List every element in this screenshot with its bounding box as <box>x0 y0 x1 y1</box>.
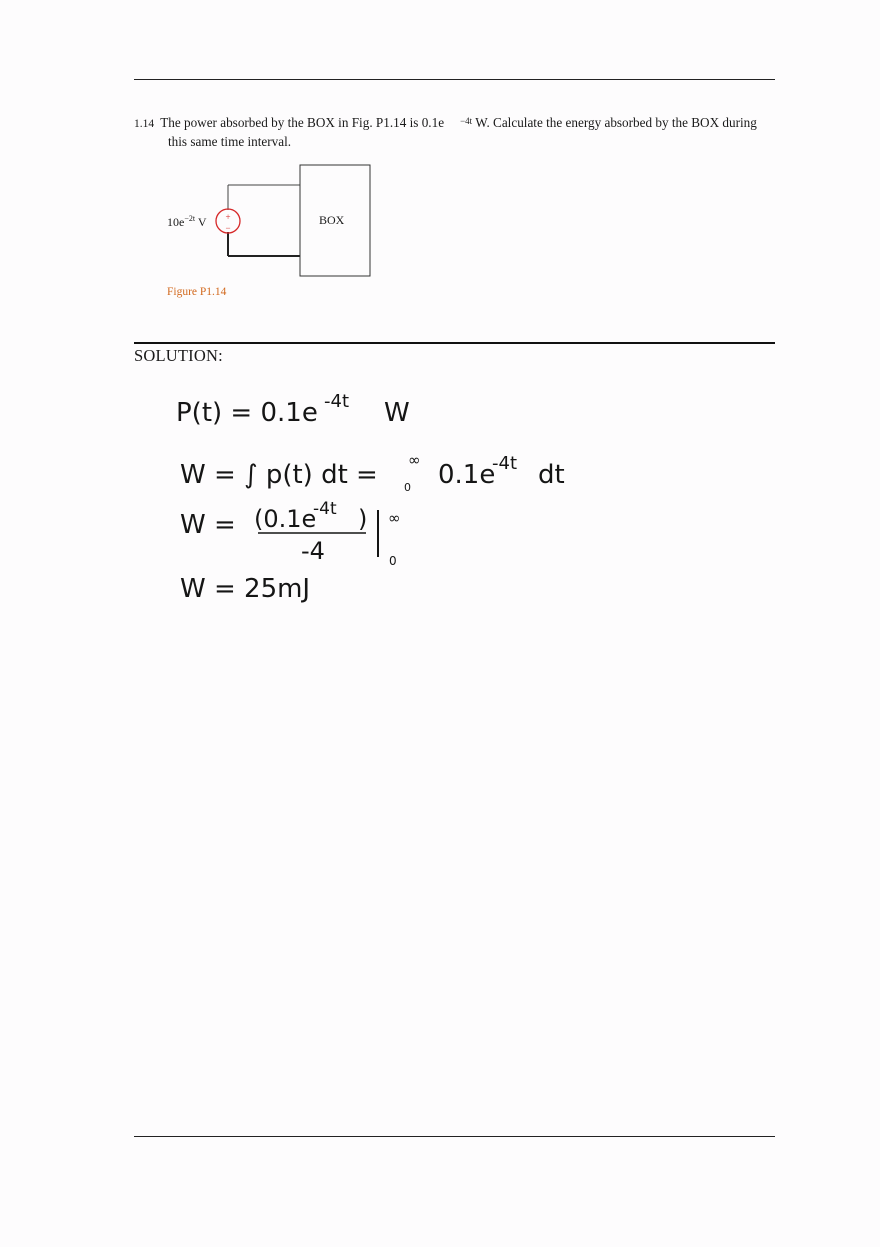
plus-sign: + <box>225 212 231 222</box>
line2-exponent: -4t <box>492 453 518 474</box>
line2-lower-limit: 0 <box>404 481 411 494</box>
figure-caption: Figure P1.14 <box>167 286 227 298</box>
top-rule <box>134 79 775 80</box>
bottom-rule <box>134 1136 775 1137</box>
line1-expression: P(t) = 0.1e <box>176 398 318 428</box>
source-label-unit: V <box>197 215 207 229</box>
line3-upper-limit: ∞ <box>388 509 401 527</box>
line3-w-equals: W = <box>180 510 236 540</box>
problem-text-part1: The power absorbed by the BOX in Fig. P1.14 is 0.1e <box>160 115 445 130</box>
source-label <box>167 215 207 230</box>
source-label-exponent: −2t <box>184 214 196 223</box>
line1-exponent: -4t <box>324 391 350 412</box>
source-label-base: 10e <box>167 215 185 229</box>
line2-expression: W = ∫ p(t) dt = <box>180 460 378 490</box>
line3-numerator-close: ) <box>358 505 368 533</box>
solution-rule <box>134 342 775 344</box>
solution-heading: SOLUTION: <box>134 346 223 365</box>
line4-result: W = 25mJ <box>180 574 311 604</box>
minus-sign: − <box>225 223 231 233</box>
problem-text-line2: this same time interval. <box>168 134 292 149</box>
problem-number: 1.14 <box>134 118 155 130</box>
problem-text-part2: W. Calculate the energy absorbed by the BOX during <box>475 115 757 130</box>
line2-upper-limit: ∞ <box>408 451 421 469</box>
line2-integrand: 0.1e <box>438 460 496 490</box>
line3-denominator: -4 <box>301 537 325 565</box>
problem-exponent: −4t <box>460 116 473 126</box>
handwritten-solution <box>170 385 600 615</box>
line3-numerator-exponent: -4t <box>313 499 337 519</box>
problem-statement <box>134 114 775 151</box>
line3-numerator: (0.1e <box>254 505 317 533</box>
line2-dt: dt <box>538 460 565 490</box>
line1-unit: W <box>384 398 410 428</box>
box-label: BOX <box>319 213 345 227</box>
line3-lower-limit: 0 <box>389 554 397 568</box>
